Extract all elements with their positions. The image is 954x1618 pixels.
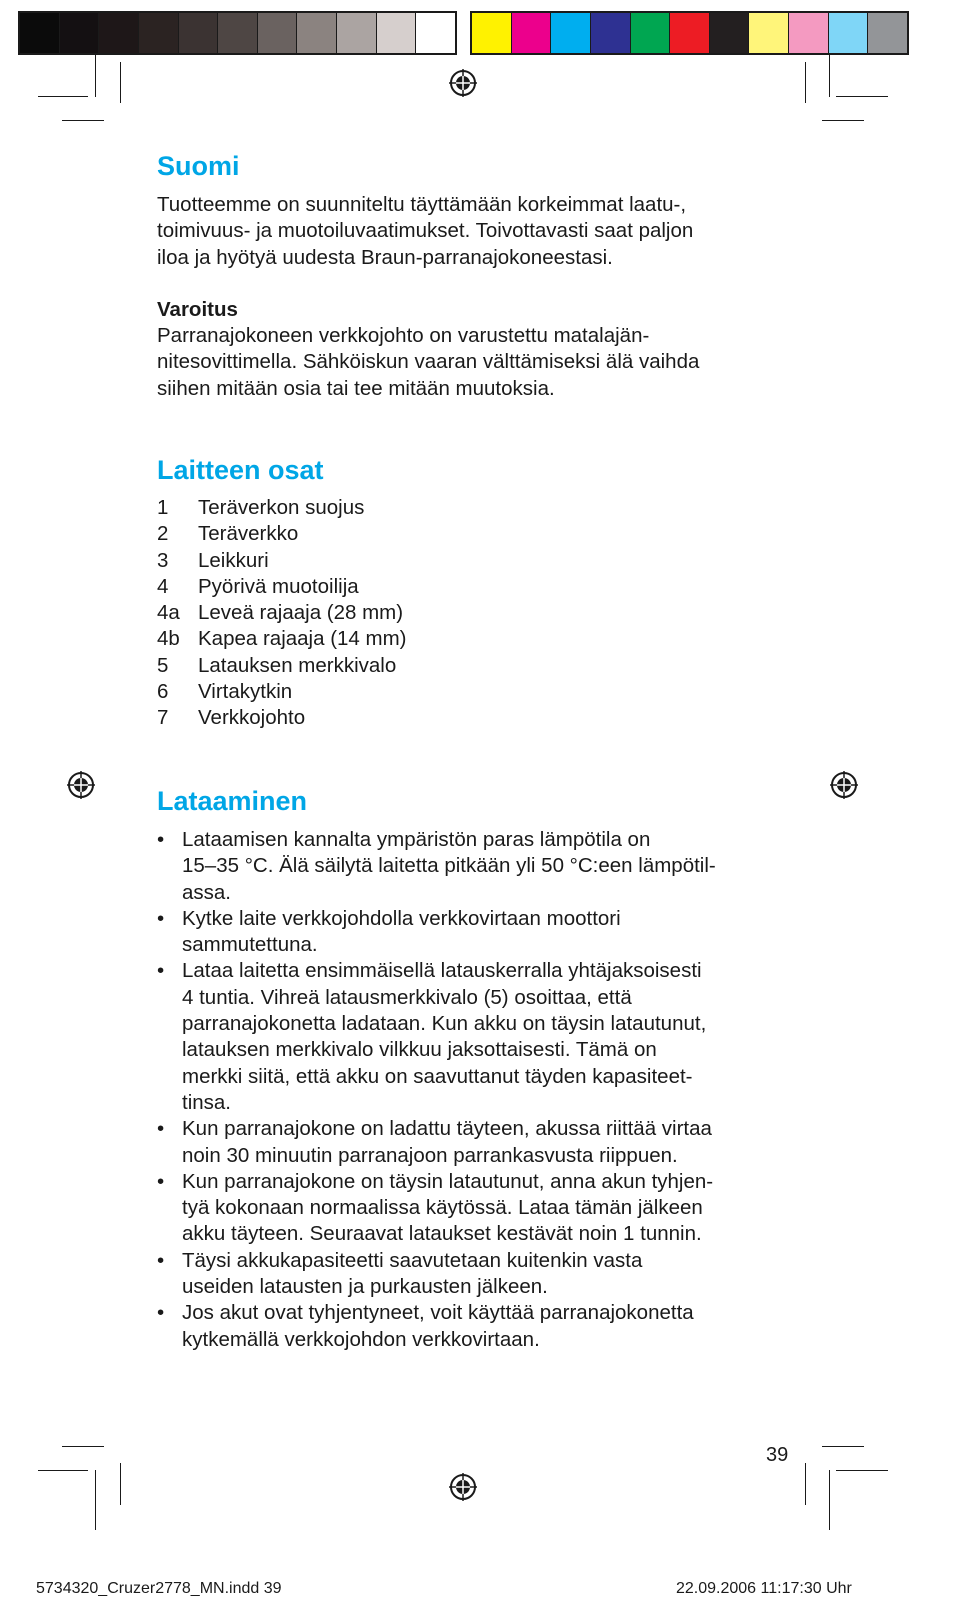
color-swatch	[710, 13, 750, 53]
part-label: Latauksen merkkivalo	[198, 653, 397, 677]
part-label: Kapea rajaaja (14 mm)	[198, 627, 407, 651]
bullet-line: assa.	[182, 880, 231, 904]
bullet-line: Täysi akkukapasiteetti saavutetaan kuitenkin vasta	[182, 1248, 643, 1272]
bullet-line: parranajokonetta ladataan. Kun akku on täysin latautunut,	[182, 1012, 707, 1036]
color-swatch	[297, 13, 337, 53]
charging-bullet-item	[157, 1248, 797, 1301]
part-label: Pyörivä muotoilija	[198, 574, 359, 598]
grayscale-color-bar	[18, 11, 457, 55]
heading-suomi: Suomi	[157, 151, 240, 181]
part-label: Teräverkko	[198, 522, 299, 546]
intro-paragraph: Tuotteemme on suunniteltu täyttämään korkeimmat laatu-, toimivuus- ja muotoiluvaatimukset. Toivottavasti saat paljon iloa ja hyötyä uudesta Braun-parranajokoneestasi.	[157, 193, 694, 269]
section-suomi	[157, 150, 797, 402]
heading-parts: Laitteen osat	[157, 455, 324, 485]
part-number: 4a	[157, 601, 180, 625]
color-swatch	[631, 13, 671, 53]
part-number: 3	[157, 548, 169, 572]
bullet-line: Kytke laite verkkojohdolla verkkovirtaan moottori	[182, 906, 621, 930]
color-swatch	[99, 13, 139, 53]
bullet-line: tyä kokonaan normaalissa käytössä. Lataa tämän jälkeen	[182, 1196, 703, 1220]
part-number: 5	[157, 653, 169, 677]
charging-bullet-item	[157, 1116, 797, 1169]
color-swatch	[512, 13, 552, 53]
part-label: Teräverkon suojus	[198, 496, 365, 519]
part-item	[157, 653, 797, 679]
bullet-line: Kun parranajokone on täysin latautunut, anna akun tyhjen-	[182, 1169, 714, 1193]
bullet-line: Kun parranajokone on ladattu täyteen, akussa riittää virtaa	[182, 1117, 712, 1141]
warning-paragraph: Parranajokoneen verkkojohto on varustettu matalajän- nitesovittimella. Sähköiskun vaaran välttämiseksi älä vaihda siihen mitään osia tai tee mitään muutoksia.	[157, 324, 700, 400]
bullet-line: merkki siitä, että akku on saavuttanut täyden kapasiteet-	[182, 1064, 693, 1088]
registration-mark-icon	[448, 1472, 478, 1502]
registration-mark-icon	[829, 770, 859, 800]
registration-mark-icon	[448, 68, 478, 98]
bullet-line: Jos akut ovat tyhjentyneet, voit käyttää parranajokonetta	[182, 1301, 694, 1325]
charging-bullet-item	[157, 958, 797, 1116]
process-color-bar	[470, 11, 909, 55]
part-number: 4	[157, 574, 169, 598]
footer-timestamp: 22.09.2006 11:17:30 Uhr	[676, 1580, 852, 1597]
color-swatch	[179, 13, 219, 53]
bullet-line: sammutettuna.	[182, 933, 318, 957]
section-parts	[157, 454, 797, 732]
part-label: Virtakytkin	[198, 680, 293, 704]
charging-bullets	[157, 827, 797, 1353]
bullet-line: Lataa laitetta ensimmäisellä latauskerralla yhtäjaksoisesti	[182, 959, 702, 983]
bullet-line: Lataamisen kannalta ympäristön paras lämpötila on	[182, 828, 651, 851]
part-number: 7	[157, 706, 169, 730]
part-item	[157, 495, 797, 521]
bullet-line: noin 30 minuutin parranajoon parrankasvusta riippuen.	[182, 1143, 678, 1167]
charging-bullet-item	[157, 1300, 797, 1353]
color-swatch	[60, 13, 100, 53]
part-item	[157, 626, 797, 652]
color-swatch	[139, 13, 179, 53]
charging-bullet-item	[157, 827, 797, 906]
bullet-line: 15–35 °C. Älä säilytä laitetta pitkään yli 50 °C:een lämpötil-	[182, 854, 716, 878]
part-number: 6	[157, 680, 169, 704]
part-number: 1	[157, 496, 169, 519]
color-swatch	[337, 13, 377, 53]
bullet-line: latauksen merkkivalo vilkkuu jaksottaisesti. Tämä on	[182, 1038, 657, 1062]
bullet-line: akku täyteen. Seuraavat lataukset kestävät noin 1 tunnin.	[182, 1222, 702, 1246]
color-swatch	[416, 13, 455, 53]
parts-list	[157, 495, 797, 732]
color-swatch	[591, 13, 631, 53]
color-swatch	[670, 13, 710, 53]
part-item	[157, 574, 797, 600]
color-swatch	[829, 13, 869, 53]
bullet-line: kytkemällä verkkojohdon verkkovirtaan.	[182, 1327, 540, 1351]
part-label: Leikkuri	[198, 548, 269, 572]
color-swatch	[20, 13, 60, 53]
warning-title: Varoitus	[157, 297, 238, 321]
charging-bullet-item	[157, 1169, 797, 1248]
registration-mark-icon	[66, 770, 96, 800]
color-swatch	[472, 13, 512, 53]
color-swatch	[868, 13, 907, 53]
part-label: Leveä rajaaja (28 mm)	[198, 601, 404, 625]
footer-file-info: 5734320_Cruzer2778_MN.indd 39	[36, 1580, 282, 1597]
part-item	[157, 521, 797, 547]
part-number: 4b	[157, 627, 180, 651]
color-swatch	[258, 13, 298, 53]
page-number: 39	[766, 1444, 789, 1466]
part-item	[157, 600, 797, 626]
part-item	[157, 705, 797, 731]
part-item	[157, 679, 797, 705]
color-swatch	[551, 13, 591, 53]
bullet-line: 4 tuntia. Vihreä latausmerkkivalo (5) osoittaa, että	[182, 985, 632, 1009]
color-swatch	[377, 13, 417, 53]
part-number: 2	[157, 522, 169, 546]
color-swatch	[789, 13, 829, 53]
part-label: Verkkojohto	[198, 706, 306, 730]
color-swatch	[218, 13, 258, 53]
bullet-line: tinsa.	[182, 1090, 231, 1114]
part-item	[157, 548, 797, 574]
charging-bullet-item	[157, 906, 797, 959]
section-charging	[157, 785, 797, 1353]
bullet-line: useiden latausten ja purkausten jälkeen.	[182, 1275, 548, 1299]
heading-charging: Lataaminen	[157, 786, 308, 816]
color-swatch	[749, 13, 789, 53]
